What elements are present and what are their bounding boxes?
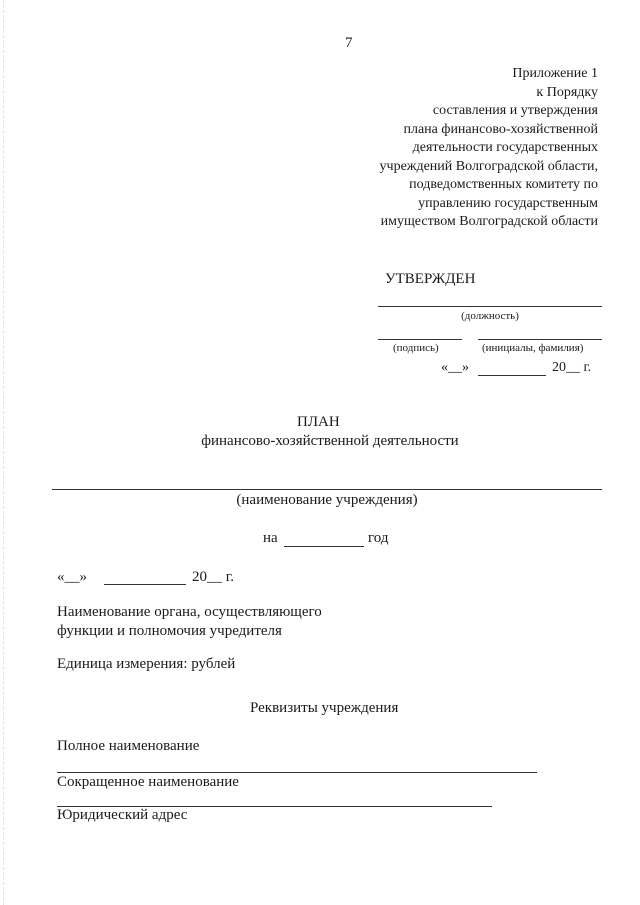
short-name-label: Сокращенное наименование [57,774,239,790]
full-name-line [57,772,537,773]
page-number: 7 [345,35,353,51]
appendix-line: плана финансово-хозяйственной [403,121,598,137]
appendix-line: составления и утверждения [432,103,598,118]
appendix-line: учреждений Волгоградской области, [379,158,598,174]
name-caption: (инициалы, фамилия) [482,342,584,354]
date-year: 20__ г. [192,569,234,585]
year-suffix: год [368,530,389,546]
appendix-line: подведомственных комитету по [409,177,598,192]
appendix-line: Приложение 1 [512,66,598,81]
year-prefix: на [263,530,278,546]
founder-line: функции и полномочия учредителя [57,623,282,639]
legal-address-label: Юридический адрес [57,807,188,823]
year-blank-line [284,546,364,547]
position-line [378,306,602,307]
position-caption: (должность) [461,310,519,322]
requisites-title: Реквизиты учреждения [250,700,399,716]
institution-caption: (наименование учреждения) [236,492,418,508]
approval-date-day: «__» [441,360,469,375]
approval-date-month-line [478,375,546,376]
scan-edge-left [3,0,4,905]
appendix-line: к Порядку [536,84,598,100]
appendix-line: деятельности государственных [412,140,598,155]
plan-subtitle: финансово-хозяйственной деятельности [201,433,459,449]
signature-caption: (подпись) [393,342,439,354]
approval-date-year: 20__ г. [552,360,592,375]
approval-title: УТВЕРЖДЕН [385,271,476,287]
full-name-label: Полное наименование [57,738,200,754]
founder-line: Наименование органа, осуществляющего [57,604,322,620]
plan-title: ПЛАН [297,414,340,430]
signature-line [378,339,462,340]
name-line [478,339,602,340]
date-day: «__» [57,569,87,585]
appendix-block [380,65,598,232]
appendix-line: имуществом Волгоградской области [380,214,598,229]
institution-line [52,489,602,490]
appendix-line: управлению государственным [418,195,598,211]
unit-of-measure: Единица измерения: рублей [57,656,236,672]
founder-block [57,603,322,641]
date-month-line [104,584,186,585]
